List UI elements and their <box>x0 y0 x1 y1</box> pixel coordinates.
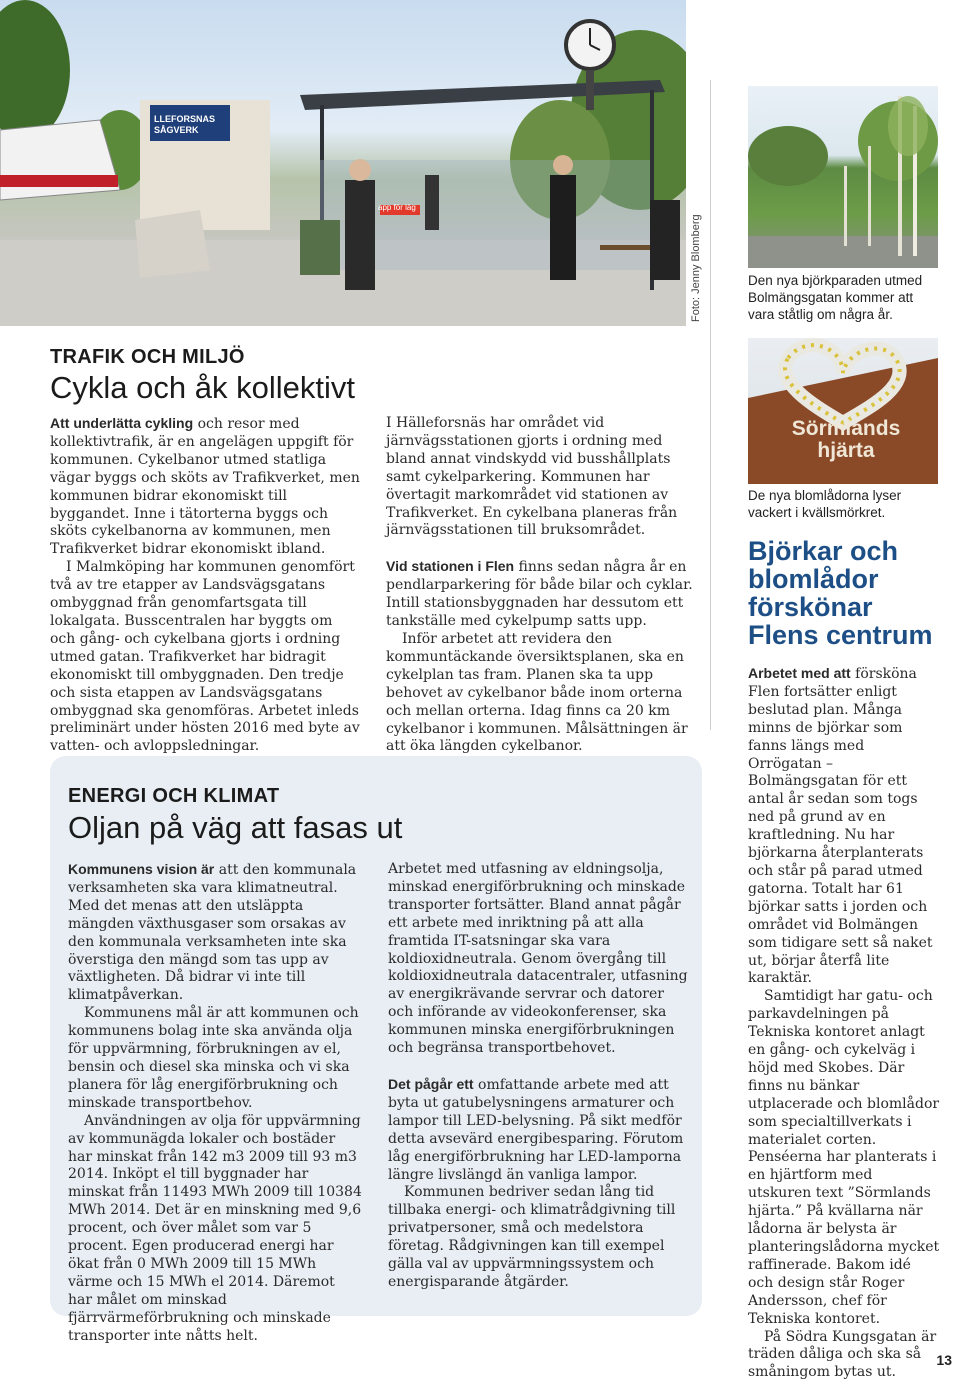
photo-credit: Foto: Jenny Blomberg <box>690 214 702 322</box>
energi-lead: Kommunens vision är <box>68 861 215 877</box>
trafik-title: Cykla och åk kollektivt <box>50 370 355 405</box>
energi-paragraph-3: Användningen av olja för uppvärmning av kommunägda lokaler och bostäder har minskat från 142 m3 2009 till 93 m3 2014. Inköpt el till byggnader har minskat från 11493 MWh 2009 till 10384 MWh 2014. Det är en minskning med 9,6 procent, och över målet som var 5 procent. Egen producerad energi har ökat från 0 MWh 2009 till 15 MWh värme och 15 MWh el 2014. Däremot har målet om minskad fjärrvärmeförbrukning och minskade transporter inte nåtts helt. <box>68 1112 362 1344</box>
energi-col2-paragraph-2 <box>388 1076 688 1184</box>
flower-box-photo <box>748 338 938 484</box>
bus-sign: app för läg <box>378 203 416 212</box>
trafik-column-2 <box>386 415 698 756</box>
sidebar-p1-text: försköna Flen fortsätter enligt beslutad plan. Många minns de björkar som fanns längs med Orrögatan – Bolmängsgatan för ett antal år sedan som togs ned på grund av en kraftledning. Nu har björkarna återplanterats och står på parad utmed gatorna. Totalt har 61 björkar satts i jorden och området vid Bolmängen som tidigare sett så naket ut, börjar återfå lite karaktär. <box>748 666 933 987</box>
energi-col2-paragraph-1: Arbetet med utfasning av eldningsolja, minskad energiförbrukning och minskade transporter fortsätter. Bland annat pågår ett arbete med inriktning på att alla framtida IT-satsningar ska vara koldioxidneutrala. Genom övergång till koldioxidneutrala datacentraler, utfasning av energikrävande servrar och datorer och införande av videokonferenser, ska kommunen minska energiförbrukningen och begränsa transportbehovet. <box>388 861 688 1057</box>
station-photo <box>0 0 686 326</box>
column-divider <box>710 80 711 730</box>
flen-text: finns sedan några år en pendlarparkering för både bilar och cyklar. Intill stationsbyggnaden har dessutom ett tankställe med cykelpump satts upp. <box>386 559 693 630</box>
trafik-column-1 <box>50 415 362 756</box>
sidebar-title: Björkar och blomlådor förskönar Flens centrum <box>748 536 933 650</box>
sidebar-column <box>748 665 940 1382</box>
energi-title: Oljan på väg att fasas ut <box>68 810 403 845</box>
energi-column-2 <box>388 861 688 1292</box>
sidebar-lead: Arbetet med att <box>748 665 851 681</box>
trafik-paragraph-2: I Malmköping har kommunen genomfört två av tre etapper av Landsvägsgatans ombyggnad från genomfartsgata till lokalgata. Busscentralen har byggts om och gång- och cykelbana gjorts i ordning utmed gatan. Trafikverket har bidragit ekonomiskt till ombyggnaden. Den tredje och sista etappen av Landsvägsgatans ombyggnad ska genomföras. Arbetet inleds preliminärt under hösten 2016 med byte av vatten- och avloppsledningar. <box>50 559 360 755</box>
station-sign: LLEFORSNAS SÅGVERK <box>154 114 216 135</box>
energi-col2-paragraph-3: Kommunen bedriver sedan lång tid tillbaka energi- och klimatrådgivning till privatpersoner, små och medelstora företag. Rådgivningen kan till exempel gälla val av uppvärmningssystem och energisparande åtgärder. <box>388 1184 676 1290</box>
birch-photo <box>748 86 938 268</box>
trafik-lead: Att underlätta cykling <box>50 415 194 431</box>
sidebar-paragraph-2: Samtidigt har gatu- och parkavdelningen på Tekniska kontoret anlagt en gång- och cykelväg i höjd med Skobes. Där finns nu bänkar utplacerade och blomlådor som specialtillverkats i materialet corten. Penséerna har planterats i en hjärtform med utskuren text ”Sörmlands hjärta.” På kvällarna när lådorna är belysta är planteringslådorna mycket raffinerade. Bakom idé och design står Roger Andersson, chef för Tekniska kontoret. <box>748 988 940 1327</box>
trafik-paragraph-1 <box>50 415 362 559</box>
page-number: 13 <box>936 1352 952 1368</box>
birch-caption: Den nya björkparaden utmed Bolmängsgatan kommer att vara ståtlig om några år. <box>748 273 923 322</box>
energi-p1-text: att den kommunala verksamheten ska vara klimatneutral. Med det menas att den utsläppta mängden växthusgaser som orsakas av den kommunala verksamheten inte ska överstiga den mängd som tas upp av växtligheten. Då bidrar vi inte till klimatpåverkan. <box>68 862 357 1004</box>
flen-lead: Vid stationen i Flen <box>386 558 515 575</box>
energi-column-1 <box>68 861 362 1345</box>
flower-box-text: Sörmlands hjärta <box>791 417 901 462</box>
trafik-section-label: TRAFIK OCH MILJÖ <box>50 346 245 368</box>
trafik-p1-text: och resor med kollektivtrafik, är en angelägen uppgift för kommunen. Cykelbanor utmed statliga vägar byggs och sköts av Trafikverket, men kommunen bidrar ekonomiskt till byggandet. Inne i tätorterna byggs och sköts cykelbanorna av kommunen, men Trafikverket bidrar ekonomiskt ibland. <box>50 416 360 558</box>
flower-caption: De nya blomlådorna lyser vackert i kvällsmörkret. <box>748 488 902 520</box>
energi-section-label: ENERGI OCH KLIMAT <box>68 785 280 807</box>
trafik-col2-paragraph-3: Inför arbetet att revidera den kommuntäckande översiktsplanen, ska en cykelplan tas fram. Planen ska ta upp behovet av cykelbanor både inom orterna och mellan orterna. Idag finns ca 20 km cykelbanor i kommunen. Målsättningen är att öka längden cykelbanor. <box>386 630 688 755</box>
energi-paragraph-1 <box>68 861 362 1005</box>
led-lead: Det pågår ett <box>388 1075 474 1092</box>
led-text: omfattande arbete med att byta ut gatubelysningens armaturer och lampor till LED-belysning. På sikt medför detta avsevärd energibesparing. Förutom låg energiförbrukning har LED-lamporna längre livslängd än vanliga lampor. <box>388 1076 684 1183</box>
trafik-col2-paragraph-1: I Hälleforsnäs har området vid järnvägsstationen gjorts i ordning med bland annat vindskydd vid busshållplats samt cykelparkering. Kommunen har övertagit markområdet vid stationen av Trafikverket. En cykelbana planeras från järnvägsstationen till bruksområdet. <box>386 415 678 539</box>
sidebar-paragraph-1 <box>748 665 940 988</box>
energi-paragraph-2: Kommunens mål är att kommunen och kommunens bolag inte ska använda olja för uppvärmning, förbrukningen av el, bensin och diesel ska minska och vi ska planera för låg energiförbrukning och minskade transportbehov. <box>68 1005 359 1111</box>
sidebar-paragraph-3: På Södra Kungsgatan är träden dåliga och ska så småningom bytas ut. <box>748 1328 937 1381</box>
trafik-col2-paragraph-2 <box>386 558 698 631</box>
